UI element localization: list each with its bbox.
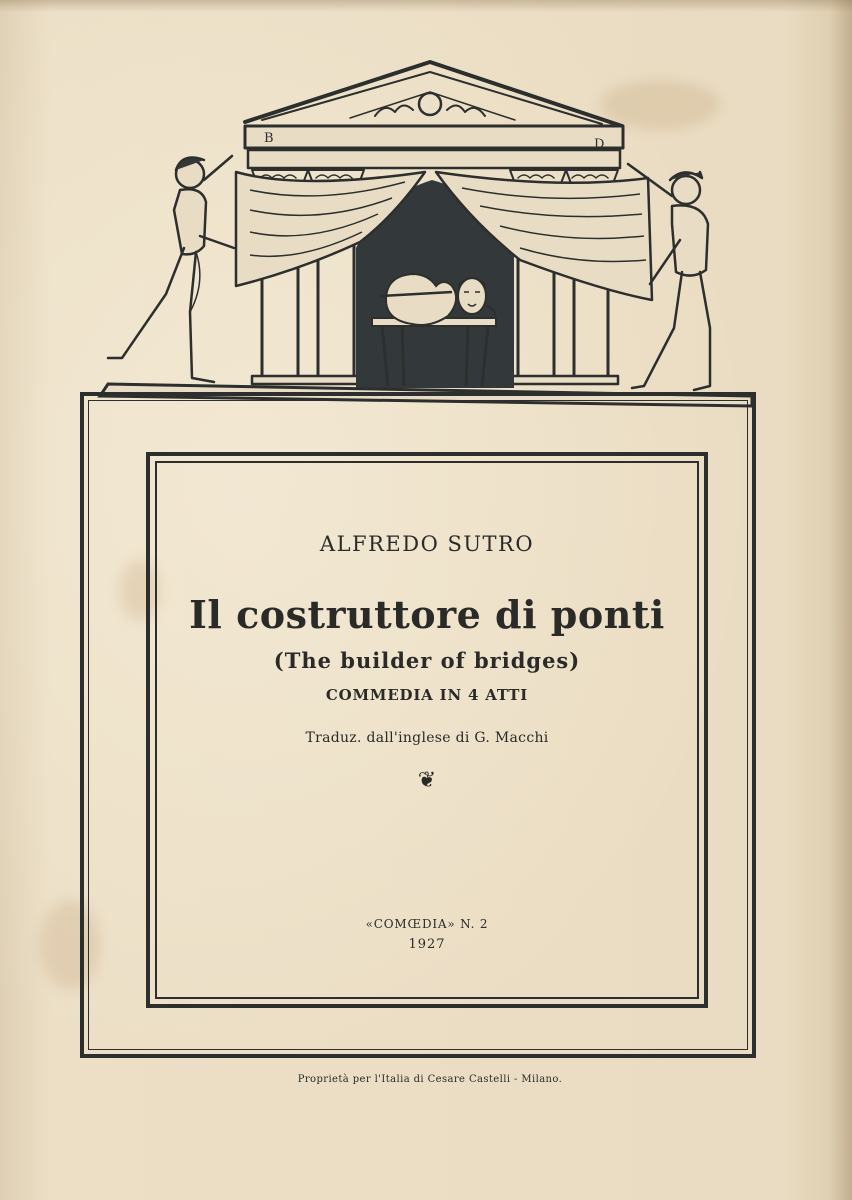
genre-line: COMMEDIA IN 4 ATTI bbox=[325, 686, 529, 704]
author-name: ALFREDO SUTRO bbox=[319, 532, 535, 556]
publication-year: 1927 bbox=[408, 937, 446, 952]
monogram-left: B bbox=[264, 131, 274, 146]
left-figure bbox=[108, 156, 234, 382]
monogram-right: D bbox=[594, 137, 605, 152]
fleuron-ornament-icon: ❦ bbox=[417, 768, 437, 793]
publisher-footer: Proprietà per l'Italia di Cesare Castelli - Milano. bbox=[297, 1074, 563, 1085]
book-title: Il costruttore di ponti bbox=[189, 592, 665, 637]
book-subtitle: (The builder of bridges) bbox=[273, 648, 581, 673]
series-label: «COMŒDIA» N. 2 bbox=[365, 917, 489, 931]
translator-credit: Traduz. dall'inglese di G. Macchi bbox=[305, 730, 549, 746]
